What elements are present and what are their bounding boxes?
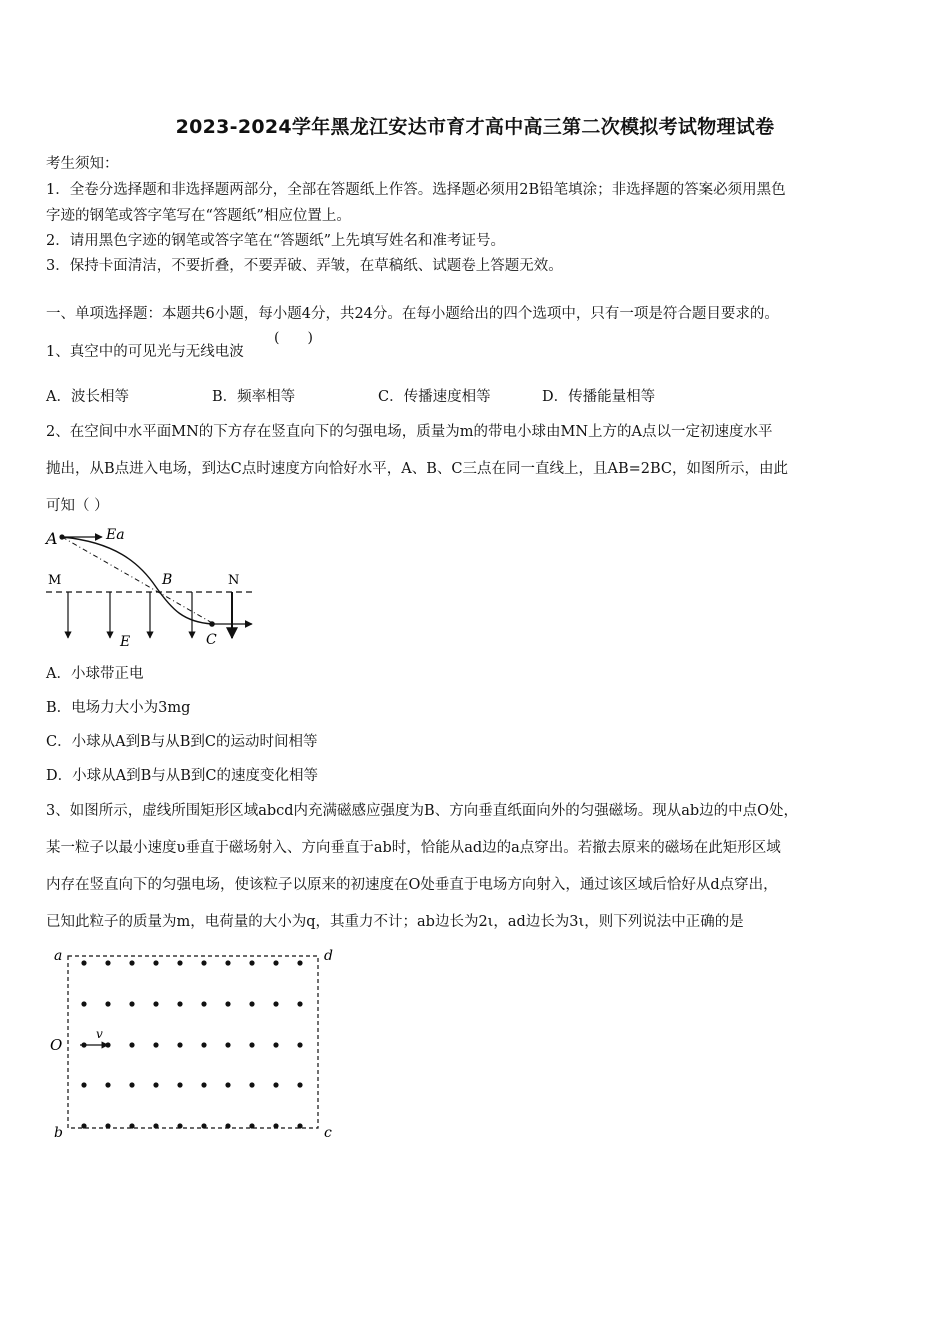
- q2-stem-line-1: 2、在空间中水平面MN的下方存在竖直向下的匀强电场，质量为m的带电小球由MN上方的A点以一定初速度水平: [46, 424, 773, 440]
- field-dot: [201, 1042, 206, 1047]
- q3-figure: [46, 944, 342, 1142]
- label-o-point: O: [50, 1036, 63, 1054]
- notice-item-3: 3．保持卡面清洁，不要折叠，不要弄破、弄皱，在草稿纸、试题卷上答题无效。: [46, 258, 563, 274]
- field-dot: [129, 1001, 134, 1006]
- point-c: [209, 621, 215, 627]
- field-dot: [225, 1001, 230, 1006]
- field-dot: [273, 1042, 278, 1047]
- field-dot: [177, 1042, 182, 1047]
- field-dot: [153, 1082, 158, 1087]
- page-title: 2023-2024学年黑龙江安达市育才高中高三第二次模拟考试物理试卷: [175, 116, 775, 138]
- q3-stem-line-2: 某一粒子以最小速度υ垂直于磁场射入、方向垂直于ab时，恰能从ad边的a点穿出。若撤去原来的磁场在此矩形区域: [46, 840, 781, 856]
- field-dot: [105, 1082, 110, 1087]
- field-dot: [249, 960, 254, 965]
- q2-option-d: D．小球从A到B与从B到C的速度变化相等: [46, 768, 319, 784]
- field-dot: [249, 1001, 254, 1006]
- field-dot: [249, 1082, 254, 1087]
- label-e: E: [120, 634, 131, 650]
- label-a: A: [46, 529, 58, 548]
- field-dot: [129, 1042, 134, 1047]
- field-dot: [297, 1042, 302, 1047]
- notice-heading: 考生须知：: [46, 156, 119, 172]
- q1-option-b: B．频率相等: [212, 389, 296, 405]
- field-dot: [297, 1123, 302, 1128]
- field-dot: [129, 1082, 134, 1087]
- q2-figure: [44, 522, 260, 650]
- point-a: [59, 534, 64, 539]
- field-dot: [129, 960, 134, 965]
- label-d-corner: d: [324, 948, 333, 964]
- field-dot: [225, 1042, 230, 1047]
- q1-stem: 1、真空中的可见光与无线电波: [46, 344, 244, 360]
- field-dot: [105, 1001, 110, 1006]
- section-heading: 一、单项选择题：本题共6小题，每小题4分，共24分。在每小题给出的四个选项中，只有一项是符合题目要求的。: [46, 306, 779, 322]
- field-dot: [249, 1123, 254, 1128]
- field-dot: [249, 1042, 254, 1047]
- q1-option-a: A．波长相等: [46, 389, 129, 405]
- field-dot: [273, 1082, 278, 1087]
- q1-answer-paren: ( ): [274, 330, 313, 346]
- field-dot: [177, 1123, 182, 1128]
- label-v: v: [96, 1027, 103, 1041]
- field-region-boundary: [68, 956, 318, 1128]
- field-dot: [177, 960, 182, 965]
- field-dot: [297, 1082, 302, 1087]
- field-dot: [81, 1123, 86, 1128]
- notice-item-1-cont: 字迹的钢笔或答字笔写在“答题纸”相应位置上。: [46, 208, 351, 224]
- field-dot: [201, 1001, 206, 1006]
- q2-stem-line-2: 抛出，从B点进入电场，到达C点时速度方向恰好水平，A、B、C三点在同一直线上，且AB=2BC，如图所示，由此: [46, 461, 788, 477]
- field-dot: [177, 1082, 182, 1087]
- field-dot: [225, 1123, 230, 1128]
- field-dot: [225, 960, 230, 965]
- field-dot: [273, 1001, 278, 1006]
- q2-option-a: A．小球带正电: [46, 666, 144, 682]
- field-dot: [297, 1001, 302, 1006]
- field-dot: [105, 1123, 110, 1128]
- label-b-corner: b: [54, 1125, 63, 1141]
- field-dot: [81, 1001, 86, 1006]
- label-c-corner: c: [324, 1125, 332, 1141]
- field-dot: [81, 1082, 86, 1087]
- field-dot: [297, 960, 302, 965]
- label-a-corner: a: [54, 948, 63, 964]
- field-dot: [81, 960, 86, 965]
- field-dot: [153, 1001, 158, 1006]
- q1-option-d: D．传播能量相等: [542, 389, 656, 405]
- notice-item-2: 2．请用黑色字迹的钢笔或答字笔在“答题纸”上先填写姓名和准考证号。: [46, 233, 506, 249]
- notice-item-1: 1．全卷分选择题和非选择题两部分，全部在答题纸上作答。选择题必须用2B铅笔填涂；非选择题的答案必须用黑色: [46, 182, 786, 198]
- field-dot: [201, 1123, 206, 1128]
- q2-option-c: C．小球从A到B与从B到C的运动时间相等: [46, 734, 318, 750]
- field-dot: [225, 1082, 230, 1087]
- label-m: M: [48, 573, 62, 588]
- q3-stem-line-4: 已知此粒子的质量为m，电荷量的大小为q，其重力不计；ab边长为2ι，ad边长为3ι，则下列说法中正确的是: [46, 914, 744, 930]
- field-dot: [201, 960, 206, 965]
- q1-option-c: C．传播速度相等: [378, 389, 491, 405]
- magnetic-field-dots: [81, 960, 302, 1128]
- field-dot: [105, 960, 110, 965]
- field-dot: [201, 1082, 206, 1087]
- field-dot: [153, 1123, 158, 1128]
- abc-line: [62, 537, 214, 624]
- field-dot: [153, 960, 158, 965]
- field-dot: [129, 1123, 134, 1128]
- field-dot: [153, 1042, 158, 1047]
- q2-option-b: B．电场力大小为3mg: [46, 700, 191, 716]
- label-n: N: [228, 573, 240, 588]
- field-dot: [273, 1123, 278, 1128]
- q3-stem-line-3: 内存在竖直向下的匀强电场，使该粒子以原来的初速度在O处垂直于电场方向射入，通过该区域后恰好从d点穿出，: [46, 877, 778, 893]
- label-b: B: [162, 572, 173, 588]
- label-ea: Ea: [106, 527, 125, 543]
- field-dot: [273, 960, 278, 965]
- field-dot: [177, 1001, 182, 1006]
- label-c: C: [206, 632, 217, 648]
- q3-stem-line-1: 3、如图所示，虚线所围矩形区域abcd内充满磁感应强度为B、方向垂直纸面向外的匀强磁场。现从ab边的中点O处，: [46, 803, 799, 819]
- q2-stem-line-3: 可知（ ）: [46, 498, 109, 514]
